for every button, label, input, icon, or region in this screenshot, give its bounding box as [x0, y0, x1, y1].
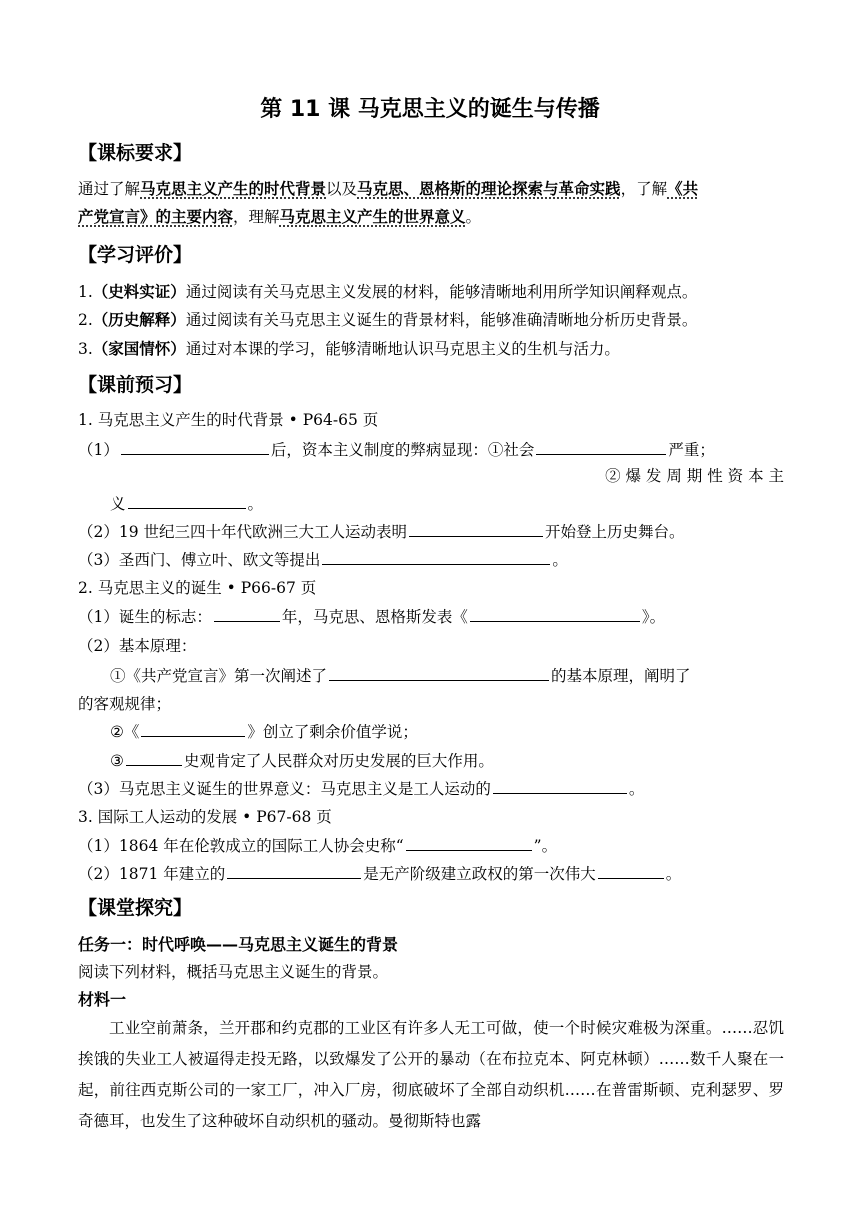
item-text: 通过阅读有关马克思主义发展的材料，能够清晰地利用所学知识阐释观点。: [185, 283, 698, 301]
emphasis: 产党宣言》的主要内容: [78, 207, 234, 226]
item-number: 1.: [78, 283, 93, 301]
evaluation-item: [78, 337, 784, 359]
text: 》创立了剩余价值学说；: [247, 723, 418, 741]
preview-line: [78, 605, 784, 627]
task-heading: 任务一：时代呼唤——马克思主义诞生的背景: [78, 935, 399, 954]
text: （3）圣西门、傅立叶、欧文等提出: [78, 551, 321, 569]
fill-blank[interactable]: [214, 605, 280, 622]
section-heading-preview: 【课前预习】: [78, 374, 193, 396]
text: 开始登上历史舞台。: [545, 523, 685, 541]
item-tag: （家国情怀）: [92, 339, 186, 358]
text: ② 爆 发 周 期 性 资 本 主: [605, 467, 784, 485]
text: ”。: [533, 837, 558, 855]
preview-line: [78, 520, 784, 542]
text: 。: [665, 865, 682, 883]
emphasis: 《共: [667, 179, 699, 198]
section-heading-explore: 【课堂探究】: [78, 897, 193, 919]
text: （1）: [78, 441, 119, 459]
preview-line: [78, 548, 784, 570]
text: ，了解: [620, 180, 668, 198]
preview-line: [78, 438, 784, 460]
item-number: 2.: [78, 311, 93, 329]
emphasis: 马克思主义产生的时代背景: [140, 179, 327, 198]
preview-line: [110, 749, 816, 771]
text: （1）诞生的标志：: [78, 608, 212, 626]
item-tag: （历史解释）: [92, 310, 186, 329]
section-heading-requirements: 【课标要求】: [78, 142, 193, 164]
emphasis: 马克思、恩格斯的理论探索与革命实践: [357, 179, 621, 198]
text: ③: [110, 752, 124, 770]
text: ①《共产党宣言》第一次阐述了: [110, 667, 328, 685]
text: 后，资本主义制度的弊病显现：①社会: [270, 441, 535, 459]
preview-line: [110, 492, 816, 514]
material-text: 工业空前萧条，兰开郡和约克郡的工业区有许多人无工可做，使一个时候灾难极为深重。……忍饥挨饿的失业工人被逼得走投无路，以致爆发了公开的暴动（在布拉克本、阿克林顿）……数千人聚在一起，前往西克斯公司的一家工厂，冲入厂房，彻底破坏了全部自动织机……在普雷斯顿、克利瑟罗、罗奇德耳，也发生了这种破坏自动织机的骚动。曼彻斯特也露: [78, 1019, 784, 1130]
fill-blank[interactable]: [598, 862, 664, 879]
section-heading-evaluation: 【学习评价】: [78, 244, 193, 266]
text: 通过了解: [78, 180, 141, 198]
preview-line: [78, 834, 784, 856]
item-text: 通过阅读有关马克思主义诞生的背景材料，能够准确清晰地分析历史背景。: [185, 311, 698, 329]
preview-line: [78, 464, 784, 486]
text: 。: [552, 551, 568, 569]
fill-blank[interactable]: [406, 834, 532, 851]
preview-heading-1: 1. 马克思主义产生的时代背景 • P64-65 页: [78, 411, 379, 429]
requirements-line-1: [78, 177, 784, 199]
fill-blank[interactable]: [536, 438, 666, 455]
preview-line: [78, 777, 784, 799]
material-title: 材料一: [78, 990, 127, 1009]
preview-line: （2）基本原理：: [78, 637, 197, 655]
fill-blank[interactable]: [493, 777, 627, 794]
preview-heading-3: 3. 国际工人运动的发展 • P67-68 页: [78, 808, 332, 826]
emphasis: 马克思主义产生的世界意义: [279, 207, 466, 226]
text: 严重；: [668, 441, 715, 459]
text: 义: [110, 495, 126, 513]
text: （2）1871 年建立的: [78, 865, 226, 883]
fill-blank[interactable]: [227, 862, 361, 879]
requirements-line-2: [78, 205, 784, 227]
fill-blank[interactable]: [121, 438, 269, 455]
text: ②《: [110, 723, 140, 741]
fill-blank[interactable]: [126, 749, 182, 766]
text: 。: [465, 208, 482, 226]
text: ，理解: [233, 208, 280, 226]
text: 》。: [641, 608, 666, 626]
evaluation-item: [78, 308, 784, 330]
fill-blank[interactable]: [409, 520, 543, 537]
preview-line: [78, 862, 784, 884]
item-tag: （史料实证）: [92, 282, 186, 301]
text: 史观肯定了人民群众对历史发展的巨大作用。: [183, 752, 494, 770]
preview-line: [110, 720, 816, 742]
page-title: 第 11 课 马克思主义的诞生与传播: [260, 97, 600, 122]
text: 以及: [326, 180, 358, 198]
text: 。: [628, 780, 645, 798]
fill-blank[interactable]: [141, 720, 245, 737]
fill-blank[interactable]: [128, 492, 246, 509]
instruction-text: 阅读下列材料，概括马克思主义诞生的背景。: [78, 963, 389, 981]
evaluation-item: [78, 280, 784, 302]
text: （3）马克思主义诞生的世界意义：马克思主义是工人运动的: [78, 780, 491, 798]
text: 年，马克思、恩格斯发表《: [281, 608, 468, 626]
preview-heading-2: 2. 马克思主义的诞生 • P66-67 页: [78, 579, 317, 597]
fill-blank[interactable]: [322, 548, 550, 565]
preview-line: 的客观规律；: [78, 695, 172, 713]
preview-line: [110, 664, 816, 686]
fill-blank[interactable]: [470, 605, 640, 622]
item-text: 通过对本课的学习，能够清晰地认识马克思主义的生机与活力。: [185, 340, 620, 358]
item-number: 3.: [78, 340, 93, 358]
text: （2）19 世纪三四十年代欧洲三大工人运动表明: [78, 523, 408, 541]
text: 的基本原理，阐明了: [551, 667, 691, 685]
text: 。: [247, 495, 264, 513]
text: 是无产阶级建立政权的第一次伟大: [363, 865, 596, 883]
fill-blank[interactable]: [329, 664, 549, 681]
text: （1）1864 年在伦敦成立的国际工人协会史称“: [78, 837, 404, 855]
